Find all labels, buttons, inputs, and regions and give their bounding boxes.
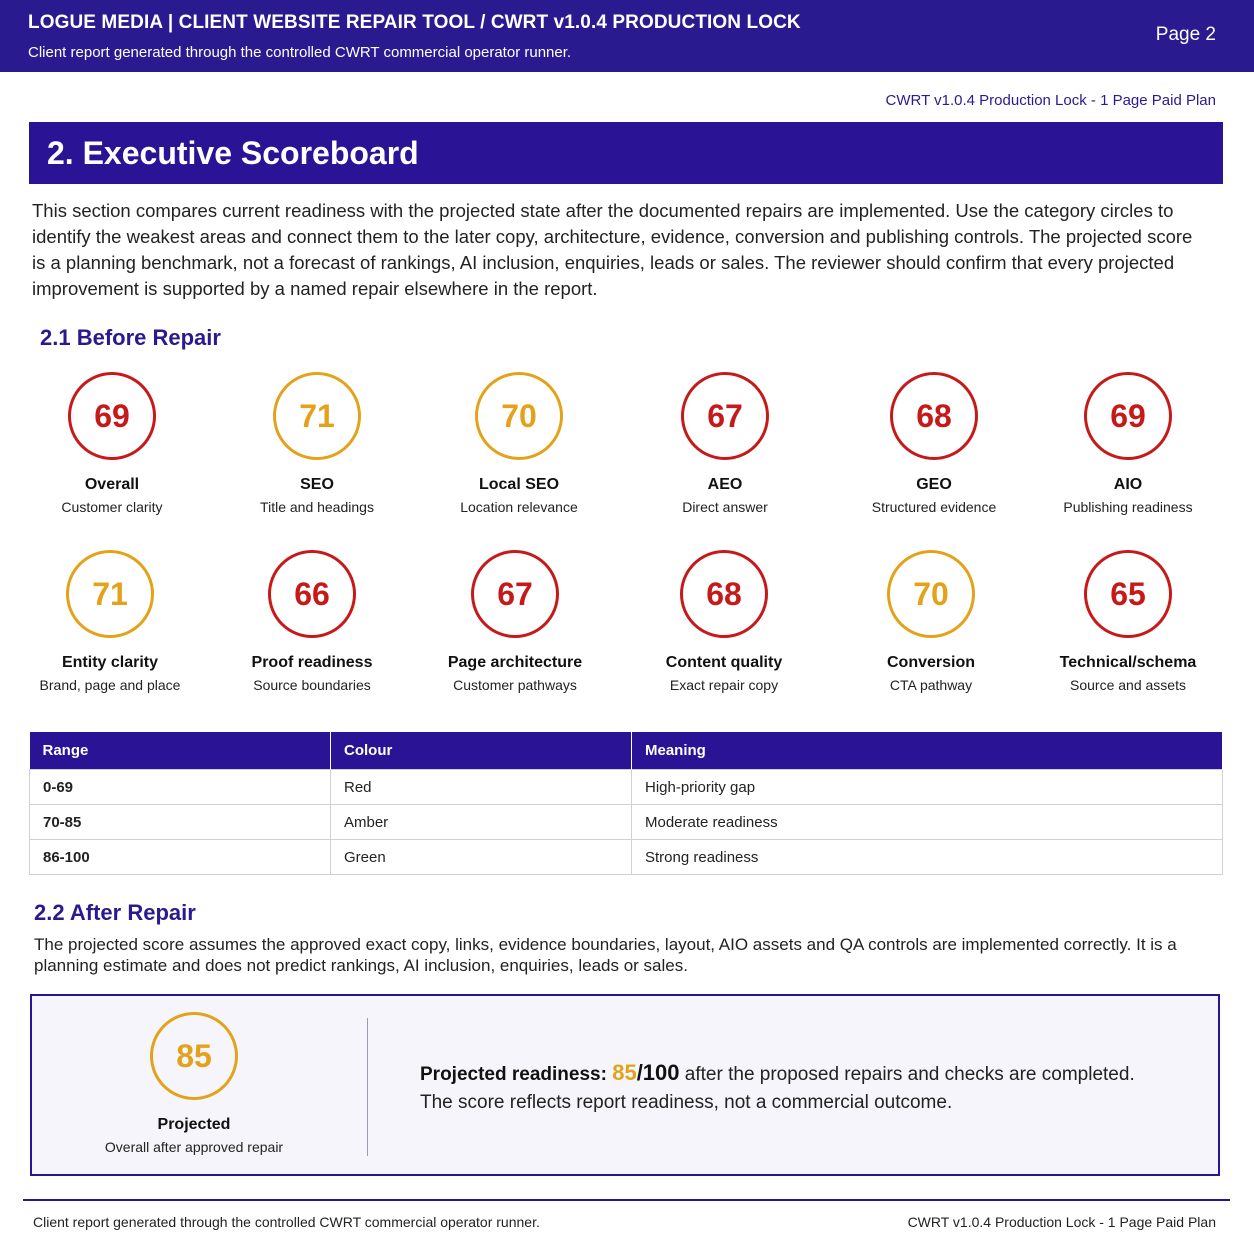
readiness-label: Projected readiness: xyxy=(420,1064,607,1085)
projected-label: Projected xyxy=(157,1116,231,1133)
metric-label: SEO xyxy=(300,476,334,493)
metric-sub: Publishing readiness xyxy=(1063,499,1193,515)
range-cell: 0-69 xyxy=(30,770,331,805)
metric-overall xyxy=(12,372,212,515)
metric-entity-clarity xyxy=(10,550,210,693)
after-heading: 2.2 After Repair xyxy=(34,900,196,925)
footer-divider xyxy=(23,1199,1230,1201)
metric-label: AEO xyxy=(707,476,743,493)
table-row xyxy=(30,770,1223,805)
metric-content-quality xyxy=(624,550,824,693)
table-row xyxy=(30,805,1223,840)
projected-sub: Overall after approved repair xyxy=(104,1139,284,1155)
metric-sub: Exact repair copy xyxy=(669,677,779,693)
projected-score-panel xyxy=(30,994,1220,1176)
metric-sub: Source and assets xyxy=(1070,677,1186,693)
score-legend-table xyxy=(29,732,1223,875)
plan-line: CWRT v1.0.4 Production Lock - 1 Page Paid Plan xyxy=(885,92,1216,109)
score-circle: 69 xyxy=(1084,372,1172,460)
column-header: Meaning xyxy=(632,732,1223,770)
score-circle: 67 xyxy=(471,550,559,638)
column-header: Range xyxy=(30,732,331,770)
metric-conversion xyxy=(831,550,1031,693)
metric-sub: Structured evidence xyxy=(871,499,997,515)
metric-page-architecture xyxy=(415,550,615,693)
projected-readiness-line xyxy=(420,1060,1135,1086)
colour-cell: Green xyxy=(331,840,632,875)
score-circle: 70 xyxy=(887,550,975,638)
metric-geo xyxy=(834,372,1034,515)
score-circle: 71 xyxy=(273,372,361,460)
metric-sub: Customer pathways xyxy=(453,677,577,693)
score-circle: 68 xyxy=(680,550,768,638)
metric-aeo xyxy=(625,372,825,515)
metric-sub: Source boundaries xyxy=(253,677,371,693)
metric-label: AIO xyxy=(1113,476,1143,493)
meaning-cell: High-priority gap xyxy=(632,770,1223,805)
section-title-bar xyxy=(29,122,1223,184)
report-subtitle: Client report generated through the controlled CWRT commercial operator runner. xyxy=(28,44,572,61)
footer-left: Client report generated through the controlled CWRT commercial operator runner. xyxy=(33,1214,540,1230)
report-header xyxy=(0,0,1254,72)
metric-label: Page architecture xyxy=(447,654,583,671)
section-intro: This section compares current readiness with the projected state after the documented repairs are implemented. Use the category circles to identify the weakest areas and connect them to the later copy, architecture, evidence, conversion and publishing controls. The projected score is a planning benchmark, not a forecast of rankings, AI inclusion, enquiries, leads or sales. The reviewer should confirm that every projected improvement is supported by a named repair elsewhere in the report. xyxy=(32,200,1193,299)
metric-label: Content quality xyxy=(665,654,783,671)
score-circle: 70 xyxy=(475,372,563,460)
column-header: Colour xyxy=(331,732,632,770)
metric-technical-schema xyxy=(1028,550,1228,693)
metric-proof-readiness xyxy=(212,550,412,693)
metric-label: Local SEO xyxy=(478,476,560,493)
score-circle: 71 xyxy=(66,550,154,638)
metric-label: Entity clarity xyxy=(61,654,159,671)
metric-sub: Direct answer xyxy=(682,499,768,515)
panel-divider xyxy=(367,1018,368,1156)
metric-label: Overall xyxy=(84,476,140,493)
table-row xyxy=(30,840,1223,875)
section-title: 2. Executive Scoreboard xyxy=(47,135,419,171)
meaning-cell: Strong readiness xyxy=(632,840,1223,875)
score-circle: 68 xyxy=(890,372,978,460)
score-circle: 65 xyxy=(1084,550,1172,638)
readiness-note: The score reflects report readiness, not a commercial outcome. xyxy=(420,1092,953,1113)
projected-metric xyxy=(94,1012,294,1155)
table-header-row xyxy=(30,732,1223,770)
report-title: LOGUE MEDIA | CLIENT WEBSITE REPAIR TOOL / CWRT v1.0.4 PRODUCTION LOCK xyxy=(28,12,801,33)
after-description: The projected score assumes the approved exact copy, links, evidence boundaries, layout, AIO assets and QA controls are implemented correctly. It is a planning estimate and does not predict rankings, AI inclusion, enquiries, leads or sales. xyxy=(34,935,1177,975)
score-circle: 66 xyxy=(268,550,356,638)
range-cell: 86-100 xyxy=(30,840,331,875)
projected-score-circle: 85 xyxy=(150,1012,238,1100)
metric-label: Technical/schema xyxy=(1059,654,1197,671)
metric-local-seo xyxy=(419,372,619,515)
readiness-total: /100 xyxy=(636,1060,680,1085)
range-cell: 70-85 xyxy=(30,805,331,840)
metric-seo xyxy=(217,372,417,515)
colour-cell: Red xyxy=(331,770,632,805)
metric-sub: Location relevance xyxy=(460,499,578,515)
meaning-cell: Moderate readiness xyxy=(632,805,1223,840)
readiness-rest: after the proposed repairs and checks are completed. xyxy=(679,1064,1135,1085)
metric-sub: Title and headings xyxy=(260,499,374,515)
footer-right: CWRT v1.0.4 Production Lock - 1 Page Paid Plan xyxy=(907,1214,1216,1230)
page-number: Page 2 xyxy=(1155,24,1216,45)
score-circle: 69 xyxy=(68,372,156,460)
metric-label: Proof readiness xyxy=(251,654,373,671)
metric-label: Conversion xyxy=(886,654,975,671)
before-heading: 2.1 Before Repair xyxy=(40,325,221,350)
metric-aio xyxy=(1028,372,1228,515)
metric-label: GEO xyxy=(916,476,952,493)
colour-cell: Amber xyxy=(331,805,632,840)
metric-sub: Customer clarity xyxy=(61,499,163,515)
score-circle: 67 xyxy=(681,372,769,460)
metric-sub: Brand, page and place xyxy=(39,677,181,693)
readiness-score: 85 xyxy=(612,1060,637,1085)
metric-sub: CTA pathway xyxy=(889,677,973,693)
